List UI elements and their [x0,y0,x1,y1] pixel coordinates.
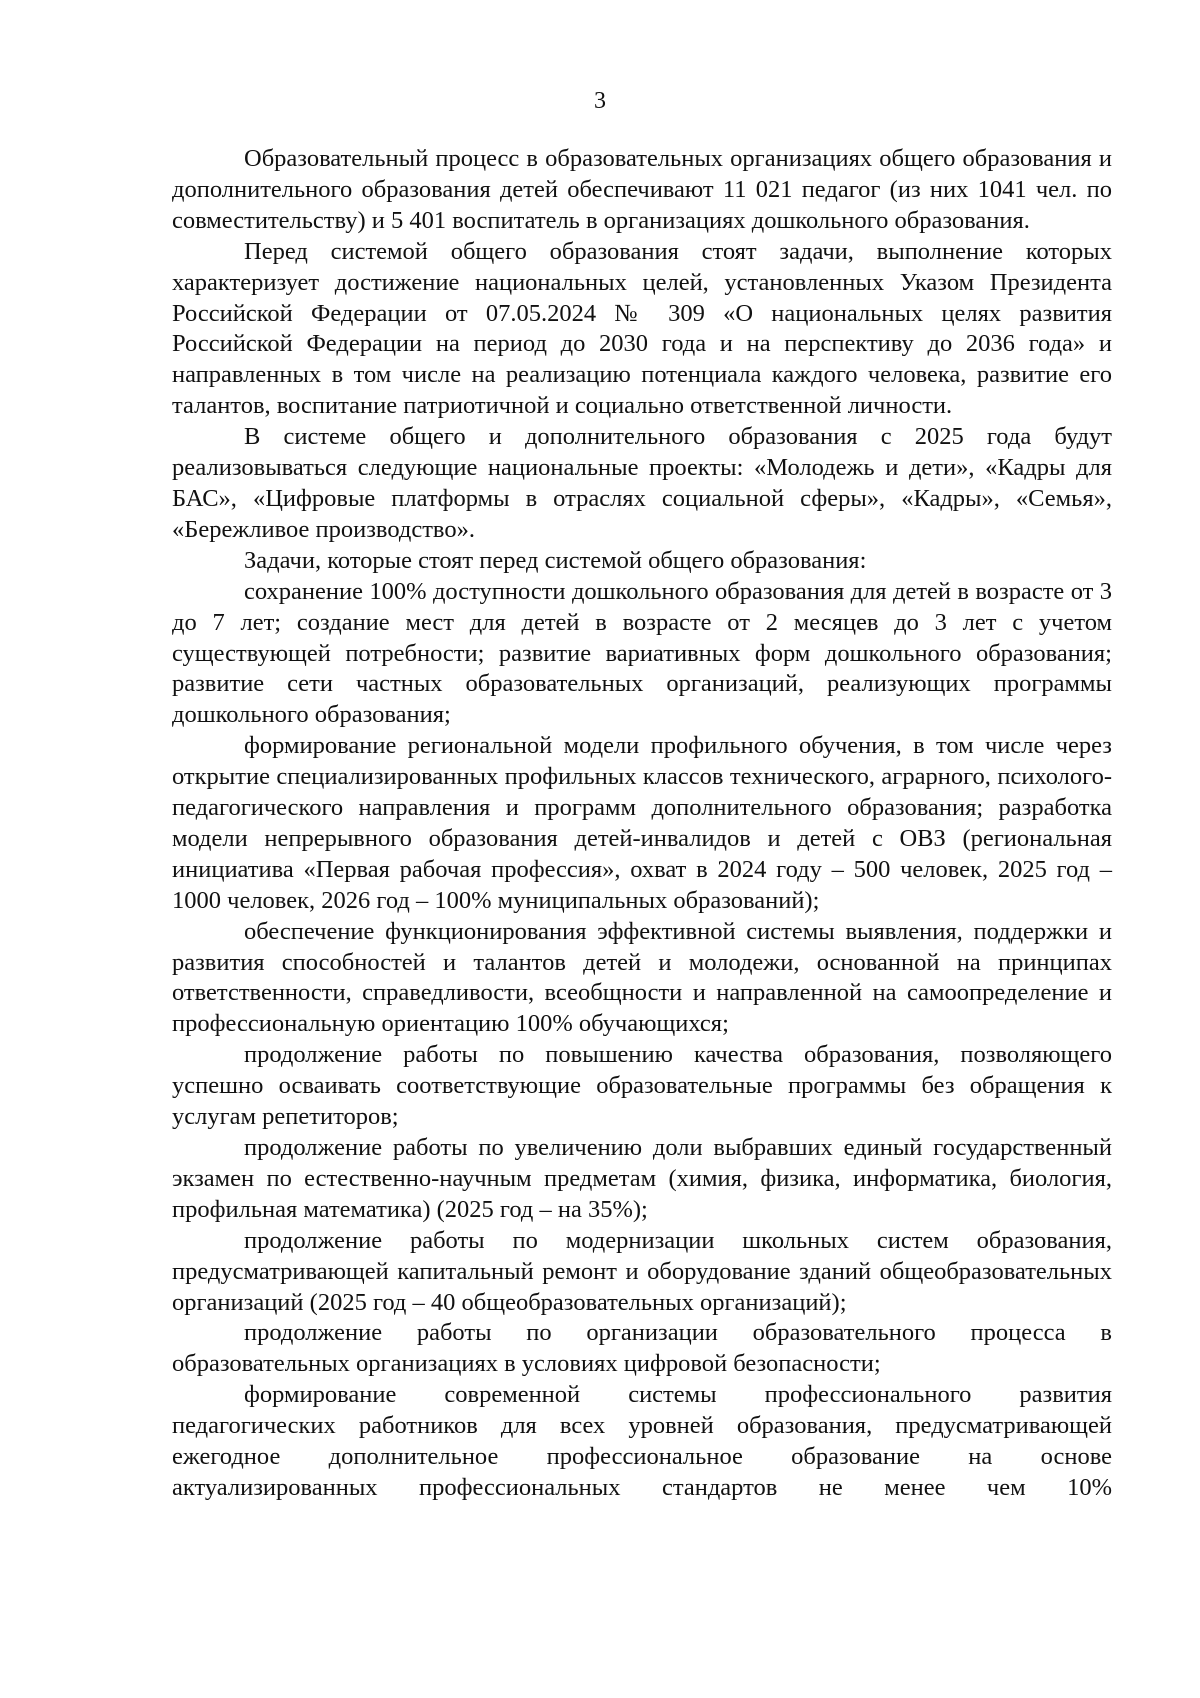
list-item-talent-support: обеспечение функционирования эффективной системы выявления, поддержки и развития способностей и талантов детей и молодежи, основанной на принципах ответственности, справедливости, всеобщности и направленной на самоопределение и профессиональную ориентацию 100% обучающихся; [172,917,1112,1038]
page-number: 3 [594,88,606,114]
list-item-unified-exam: продолжение работы по увеличению доли выбравших единый государственный экзамен по естественно-научным предметам (химия, физика, информатика, биология, профильная математика) (2025 год – на 35%); [172,1134,1112,1223]
paragraph-tasks-intro: Задачи, которые стоят перед системой общего образования: [244,546,867,574]
list-item-preschool-access: сохранение 100% доступности дошкольного образования для детей в возрасте от 3 до 7 лет; создание мест для детей в возрасте от 2 месяцев до 3 лет с учетом существующей потребности; развитие вариативных форм дошкольного образования; развитие сети частных образовательных организаций, реализующих программы дошкольного образования; [172,577,1112,729]
paragraph-staffing: Образовательный процесс в образовательных организациях общего образования и дополнительного образования детей обеспечивают 11 021 педагог (из них 1041 чел. по совместительству) и 5 401 воспитатель в организациях дошкольного образования. [172,145,1112,234]
list-item-education-quality: продолжение работы по повышению качества образования, позволяющего успешно осваивать соответствующие образовательные программы без обращения к услугам репетиторов; [172,1041,1112,1131]
paragraph-national-projects: В системе общего и дополнительного образования с 2025 года будут реализовываться следующие национальные проекты: «Молодежь и дети», «Кадры для БАС», «Цифровые платформы в отраслях социальной сферы», «Кадры», «Семья», «Бережливое производство». [172,423,1112,543]
paragraph-national-goals: Перед системой общего образования стоят задачи, выполнение которых характеризует достижение национальных целей, установленных Указом Президента Российской Федерации от 07.05.2024 № 309 «О национальных целях развития Российской Федерации на период до 2030 года и на перспективу до 2036 года» и направленных в том числе на реализацию потенциала каждого человека, развитие его талантов, воспитание патриотичной и социально ответственной личности. [172,237,1112,420]
list-item-teacher-development: формирование современной системы профессионального развития педагогических работников для всех уровней образования, предусматривающей ежегодное дополнительное профессиональное образование на основе актуализированных профессиональных стандартов не менее чем 10% [172,1381,1112,1501]
list-item-school-modernization: продолжение работы по модернизации школьных систем образования, предусматривающей капитальный ремонт и оборудование зданий общеобразовательных организаций (2025 год – 40 общеобразовательных организаций); [172,1226,1112,1316]
list-item-profile-education: формирование региональной модели профильного обучения, в том числе через открытие специализированных профильных классов технического, аграрного, психолого-педагогического направления и программ дополнительного образования; разработка модели непрерывного образования детей-инвалидов и детей с ОВЗ (региональная инициатива «Первая рабочая профессия», охват в 2024 году – 500 человек, 2025 год – 1000 человек, 2026 год – 100% муниципальных образований); [172,732,1112,914]
document-body [172,144,1112,1504]
list-item-digital-safety: продолжение работы по организации образовательного процесса в образовательных организациях в условиях цифровой безопасности; [172,1319,1112,1378]
